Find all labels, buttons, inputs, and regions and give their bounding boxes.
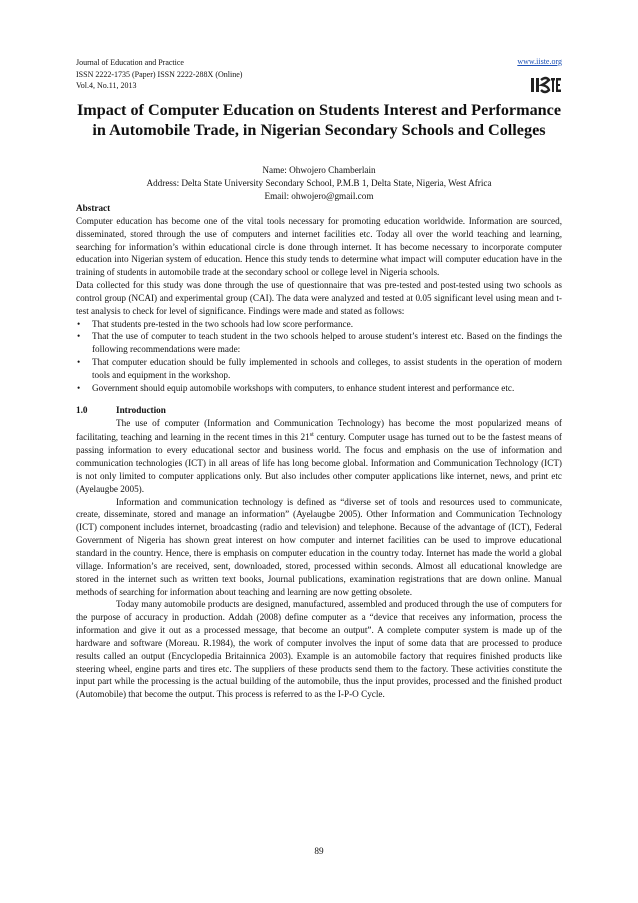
abstract-heading: Abstract xyxy=(76,203,111,213)
author-block xyxy=(76,164,562,202)
intro-paragraph: Today many automobile products are designed, manufactured, assembled and produced through the use of computers for the purpose of accuracy in production. Addah (2008) define computer as a “device that receives any information, process the information and give it out as a processed message, that become an output”. A complete computer system is made up of the hardware and software (Moreau. R.1984), the work of computer involves the input of some data that are processed to produce results called an output (Encyclopedia Britainnica 2003). Example is an automobile factory that requires finished products like steering wheel, engine parts and tires etc. The suppliers of these products send them to the factory. These activities constitute the input part while the processing is the actual building of the automobile, thus the input provides, processed and the finished product (Automobile) that become the output. This process is referred to as the I-P-O Cycle. xyxy=(76,599,562,700)
section-number: 1.0 xyxy=(76,404,88,415)
author-email: Email: ohwojero@gmail.com xyxy=(264,190,374,201)
paper-body xyxy=(76,202,562,701)
author-address: Address: Delta State University Secondary School, P.M.B 1, Delta State, Nigeria, West Africa xyxy=(146,177,492,188)
section-title: Introduction xyxy=(116,404,166,415)
author-name: Name: Ohwojero Chamberlain xyxy=(262,165,376,175)
list-item: • Government should equip automobile workshops with computers, to enhance student interest and performance etc. xyxy=(76,382,562,395)
journal-issn: ISSN 2222-1735 (Paper) ISSN 2222-288X (Online) xyxy=(76,69,243,79)
journal-name: Journal of Education and Practice xyxy=(76,58,184,67)
iiste-logo xyxy=(530,74,562,96)
journal-volume: Vol.4, No.11, 2013 xyxy=(76,81,137,90)
intro-paragraph: Information and communication technology is defined as “diverse set of tools and resources used to communicate, create, disseminate, stored and manage an information” (Ayelaugbe 2005). Other Information and Communication Technology (ICT) component includes internet, broadcasting (radio and television) and telephone. Because of the advantage of (ICT), Federal Government of Nigeria has shown great interest on how computer and internet facilities can be used to improve educational standard in the country. Hence, there is emphasis on computer education in the country today. Internet has made the world a global village. Information’s are received, sent, downloaded, stored, processed within seconds. Almost all educational knowledge are stored in the internet such as written text books, Journal publications, examination registrations that are down online. Manual methods of searching for information about teaching and learning are now getting obsolete. xyxy=(76,496,562,597)
list-item: • That students pre-tested in the two schools had low score performance. xyxy=(76,318,562,331)
abstract-paragraph: Computer education has become one of the vital tools necessary for promoting education worldwide. Information are sourced, disseminated, stored through the use of computers and internet facilities etc. Today all over the world teaching and learning, searching for information’s within educational circle is done through internet. It has become necessary to incorporate computer education into Nigerian system of education. Hence this study tends to determine what impact will computer education have in the training of students in automobile trade at the secondary school or college level in Nigeria schools. xyxy=(76,215,562,278)
section-heading xyxy=(76,404,562,417)
abstract-paragraph: Data collected for this study was done through the use of questionnaire that was pre-tested and post-tested using two schools as control group (NCAI) and experimental group (CAI). The data were analyzed and tested at 0.05 significant level using mean and t-test analysis to check for level of significance. Findings were made and stated as follows: xyxy=(76,280,562,316)
findings-list xyxy=(76,318,562,395)
journal-website-link[interactable]: www.iiste.org xyxy=(517,57,562,66)
journal-header xyxy=(76,57,242,92)
list-item: • That computer education should be fully implemented in schools and colleges, to assist students in the operation of modern tools and equipment in the workshop. xyxy=(76,356,562,382)
intro-paragraph: The use of computer (Information and Communication Technology) has become the most popularized means of facilitating, teaching and learning in the recent times in this 21st century. Computer usage has turned out to be the fastest means of passing information to every educational sector and business world. The focus and emphasis on the use of information and communication technologies (ICT) in all areas of life has long become global. Information and Communication Technology (ICT) is not only limited to computer applications only. But also includes other computer applications like internet, news, and print etc (Ayelaugbe 2005). xyxy=(76,417,562,494)
page-number: 89 xyxy=(314,846,324,856)
list-item: • That the use of computer to teach student in the two schools helped to arouse student’s interest etc. Based on the findings the following recommendations were made: xyxy=(76,330,562,356)
paper-title: Impact of Computer Education on Students Interest and Performance in Automobile Trade, in Nigerian Secondary Schools and Colleges xyxy=(76,101,562,139)
